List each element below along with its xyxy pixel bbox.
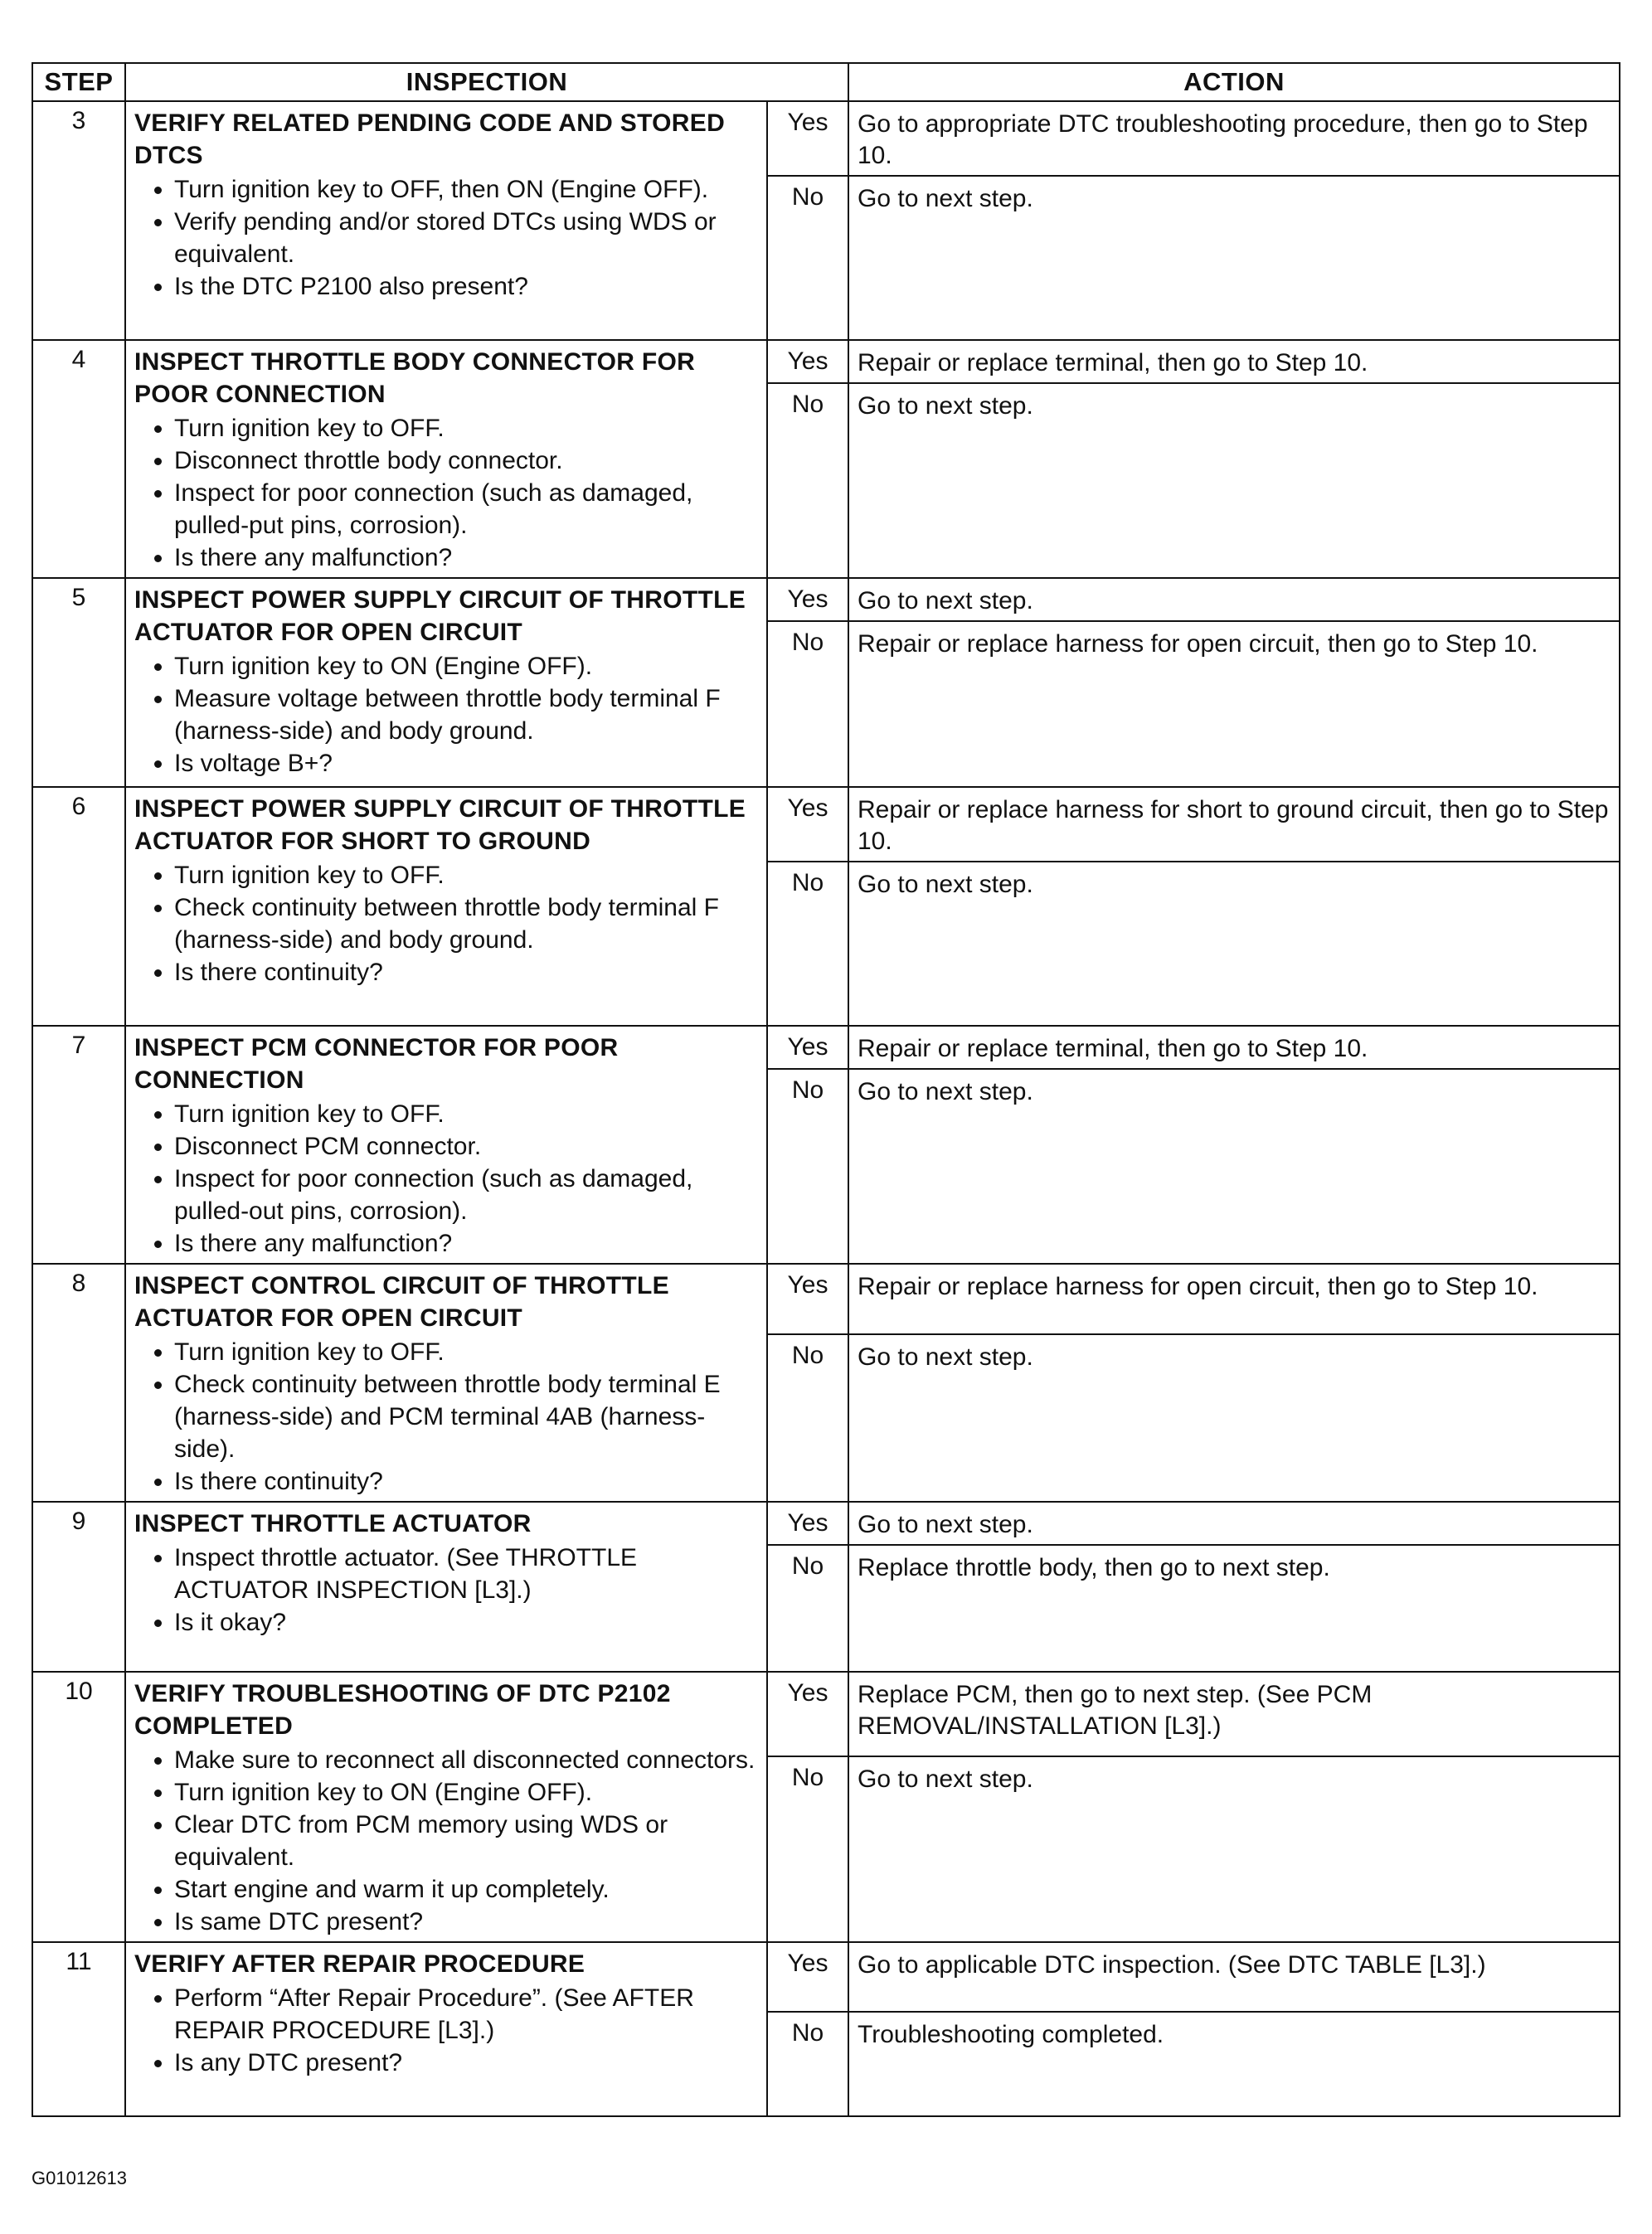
- inspection-cell: [125, 1026, 767, 1264]
- inspection-bullet: • Is any DTC present?: [174, 2047, 758, 2079]
- action-yes: Repair or replace terminal, then go to Step 10.: [848, 1026, 1620, 1069]
- inspection-bullet: • Is voltage B+?: [174, 747, 758, 779]
- inspection-bullets: [134, 1098, 758, 1260]
- inspection-bullet: • Check continuity between throttle body terminal F (harness-side) and body ground.: [174, 891, 758, 956]
- action-no: Go to next step.: [848, 176, 1620, 340]
- inspection-cell: [125, 1942, 767, 2116]
- action-no: Go to next step.: [848, 862, 1620, 1026]
- inspection-title: VERIFY RELATED PENDING CODE AND STORED DTCS: [134, 109, 726, 169]
- header-action: ACTION: [848, 63, 1620, 101]
- inspection-bullet: • Is there any malfunction?: [174, 542, 758, 574]
- action-no: Go to next step.: [848, 1756, 1620, 1942]
- inspection-bullet: • Turn ignition key to ON (Engine OFF).: [174, 650, 758, 682]
- inspection-bullet: • Inspect throttle actuator. (See THROTTLE ACTUATOR INSPECTION [L3].): [174, 1542, 758, 1606]
- action-no: Go to next step.: [848, 1069, 1620, 1264]
- answer-yes: Yes: [767, 1942, 848, 2012]
- table-row: [32, 1264, 1620, 1334]
- inspection-bullet: • Turn ignition key to ON (Engine OFF).: [174, 1776, 758, 1809]
- action-yes: Repair or replace terminal, then go to Step 10.: [848, 340, 1620, 383]
- inspection-bullet: • Disconnect PCM connector.: [174, 1130, 758, 1163]
- action-no: Replace throttle body, then go to next step.: [848, 1545, 1620, 1672]
- inspection-bullet: • Is it okay?: [174, 1606, 758, 1639]
- answer-yes: Yes: [767, 1026, 848, 1069]
- answer-no: No: [767, 1545, 848, 1672]
- inspection-cell: [125, 1672, 767, 1942]
- inspection-bullet: • Turn ignition key to OFF.: [174, 1098, 758, 1130]
- step-number: 6: [32, 787, 125, 1026]
- inspection-bullet: • Turn ignition key to OFF.: [174, 859, 758, 891]
- action-yes: Go to appropriate DTC troubleshooting procedure, then go to Step 10.: [848, 101, 1620, 176]
- answer-no: No: [767, 383, 848, 578]
- action-no: Repair or replace harness for open circuit, then go to Step 10.: [848, 621, 1620, 787]
- answer-yes: Yes: [767, 1502, 848, 1545]
- answer-yes: Yes: [767, 787, 848, 862]
- inspection-title: INSPECT THROTTLE BODY CONNECTOR FOR POOR CONNECTION: [134, 348, 696, 408]
- inspection-cell: [125, 1502, 767, 1672]
- answer-no: No: [767, 1756, 848, 1942]
- inspection-cell: [125, 1264, 767, 1502]
- inspection-bullet: • Verify pending and/or stored DTCs using WDS or equivalent.: [174, 206, 758, 270]
- table-row: [32, 1026, 1620, 1069]
- header-step: STEP: [32, 63, 125, 101]
- action-yes: Repair or replace harness for open circuit, then go to Step 10.: [848, 1264, 1620, 1334]
- step-number: 5: [32, 578, 125, 787]
- figure-code: G01012613: [32, 2168, 127, 2188]
- inspection-bullet: • Turn ignition key to OFF.: [174, 1336, 758, 1368]
- inspection-bullets: [134, 1744, 758, 1938]
- inspection-bullets: [134, 1982, 758, 2079]
- answer-yes: Yes: [767, 1264, 848, 1334]
- step-number: 11: [32, 1942, 125, 2116]
- inspection-cell: [125, 578, 767, 787]
- inspection-bullet: • Clear DTC from PCM memory using WDS or equivalent.: [174, 1809, 758, 1873]
- inspection-bullet: • Turn ignition key to OFF.: [174, 412, 758, 444]
- step-number: 9: [32, 1502, 125, 1672]
- table-row: [32, 1502, 1620, 1545]
- answer-yes: Yes: [767, 340, 848, 383]
- inspection-cell: [125, 340, 767, 578]
- inspection-bullet: • Is there continuity?: [174, 956, 758, 988]
- inspection-cell: [125, 787, 767, 1026]
- table-row: [32, 1672, 1620, 1756]
- inspection-bullet: • Check continuity between throttle body terminal E (harness-side) and PCM terminal 4AB (harness-side).: [174, 1368, 758, 1465]
- inspection-bullets: [134, 412, 758, 574]
- answer-yes: Yes: [767, 578, 848, 621]
- inspection-bullet: • Inspect for poor connection (such as damaged, pulled-out pins, corrosion).: [174, 1163, 758, 1227]
- inspection-title: VERIFY AFTER REPAIR PROCEDURE: [134, 1950, 585, 1978]
- table-row: [32, 101, 1620, 176]
- inspection-title: INSPECT POWER SUPPLY CIRCUIT OF THROTTLE ACTUATOR FOR SHORT TO GROUND: [134, 795, 746, 855]
- inspection-bullet: • Inspect for poor connection (such as damaged, pulled-put pins, corrosion).: [174, 477, 758, 542]
- inspection-bullet: • Is there any malfunction?: [174, 1227, 758, 1260]
- step-number: 8: [32, 1264, 125, 1502]
- action-yes: Replace PCM, then go to next step. (See PCM REMOVAL/INSTALLATION [L3].): [848, 1672, 1620, 1756]
- table-body: [32, 101, 1620, 2116]
- table-row: [32, 787, 1620, 862]
- answer-no: No: [767, 1334, 848, 1502]
- table-row: [32, 1942, 1620, 2012]
- step-number: 3: [32, 101, 125, 340]
- inspection-bullet: • Disconnect throttle body connector.: [174, 444, 758, 477]
- inspection-bullet: • Measure voltage between throttle body terminal F (harness-side) and body ground.: [174, 682, 758, 747]
- inspection-bullets: [134, 1336, 758, 1498]
- inspection-bullets: [134, 859, 758, 988]
- inspection-bullet: • Start engine and warm it up completely.: [174, 1873, 758, 1906]
- action-yes: Go to next step.: [848, 578, 1620, 621]
- inspection-bullets: [134, 1542, 758, 1639]
- action-yes: Go to applicable DTC inspection. (See DTC TABLE [L3].): [848, 1942, 1620, 2012]
- inspection-bullets: [134, 173, 758, 303]
- answer-no: No: [767, 1069, 848, 1264]
- header-inspection: INSPECTION: [125, 63, 848, 101]
- step-number: 4: [32, 340, 125, 578]
- inspection-title: INSPECT POWER SUPPLY CIRCUIT OF THROTTLE ACTUATOR FOR OPEN CIRCUIT: [134, 586, 746, 646]
- action-no: Go to next step.: [848, 383, 1620, 578]
- table-row: [32, 340, 1620, 383]
- troubleshooting-table: [32, 62, 1620, 2117]
- answer-no: No: [767, 2012, 848, 2116]
- inspection-bullet: • Turn ignition key to OFF, then ON (Engine OFF).: [174, 173, 758, 206]
- inspection-bullet: • Is there continuity?: [174, 1465, 758, 1498]
- inspection-title: INSPECT CONTROL CIRCUIT OF THROTTLE ACTUATOR FOR OPEN CIRCUIT: [134, 1272, 669, 1332]
- step-number: 7: [32, 1026, 125, 1264]
- inspection-cell: [125, 101, 767, 340]
- inspection-title: INSPECT PCM CONNECTOR FOR POOR CONNECTION: [134, 1034, 619, 1094]
- action-yes: Repair or replace harness for short to ground circuit, then go to Step 10.: [848, 787, 1620, 862]
- inspection-bullets: [134, 650, 758, 779]
- inspection-title: VERIFY TROUBLESHOOTING OF DTC P2102 COMPLETED: [134, 1680, 671, 1740]
- action-no: Troubleshooting completed.: [848, 2012, 1620, 2116]
- answer-no: No: [767, 176, 848, 340]
- action-no: Go to next step.: [848, 1334, 1620, 1502]
- table-row: [32, 578, 1620, 621]
- step-number: 10: [32, 1672, 125, 1942]
- inspection-title: INSPECT THROTTLE ACTUATOR: [134, 1510, 532, 1537]
- inspection-bullet: • Is same DTC present?: [174, 1906, 758, 1938]
- inspection-bullet: • Is the DTC P2100 also present?: [174, 270, 758, 303]
- action-yes: Go to next step.: [848, 1502, 1620, 1545]
- table-header-row: [32, 63, 1620, 101]
- inspection-bullet: • Make sure to reconnect all disconnected connectors.: [174, 1744, 758, 1776]
- answer-yes: Yes: [767, 101, 848, 176]
- answer-no: No: [767, 862, 848, 1026]
- answer-no: No: [767, 621, 848, 787]
- inspection-bullet: • Perform “After Repair Procedure”. (See AFTER REPAIR PROCEDURE [L3].): [174, 1982, 758, 2047]
- answer-yes: Yes: [767, 1672, 848, 1756]
